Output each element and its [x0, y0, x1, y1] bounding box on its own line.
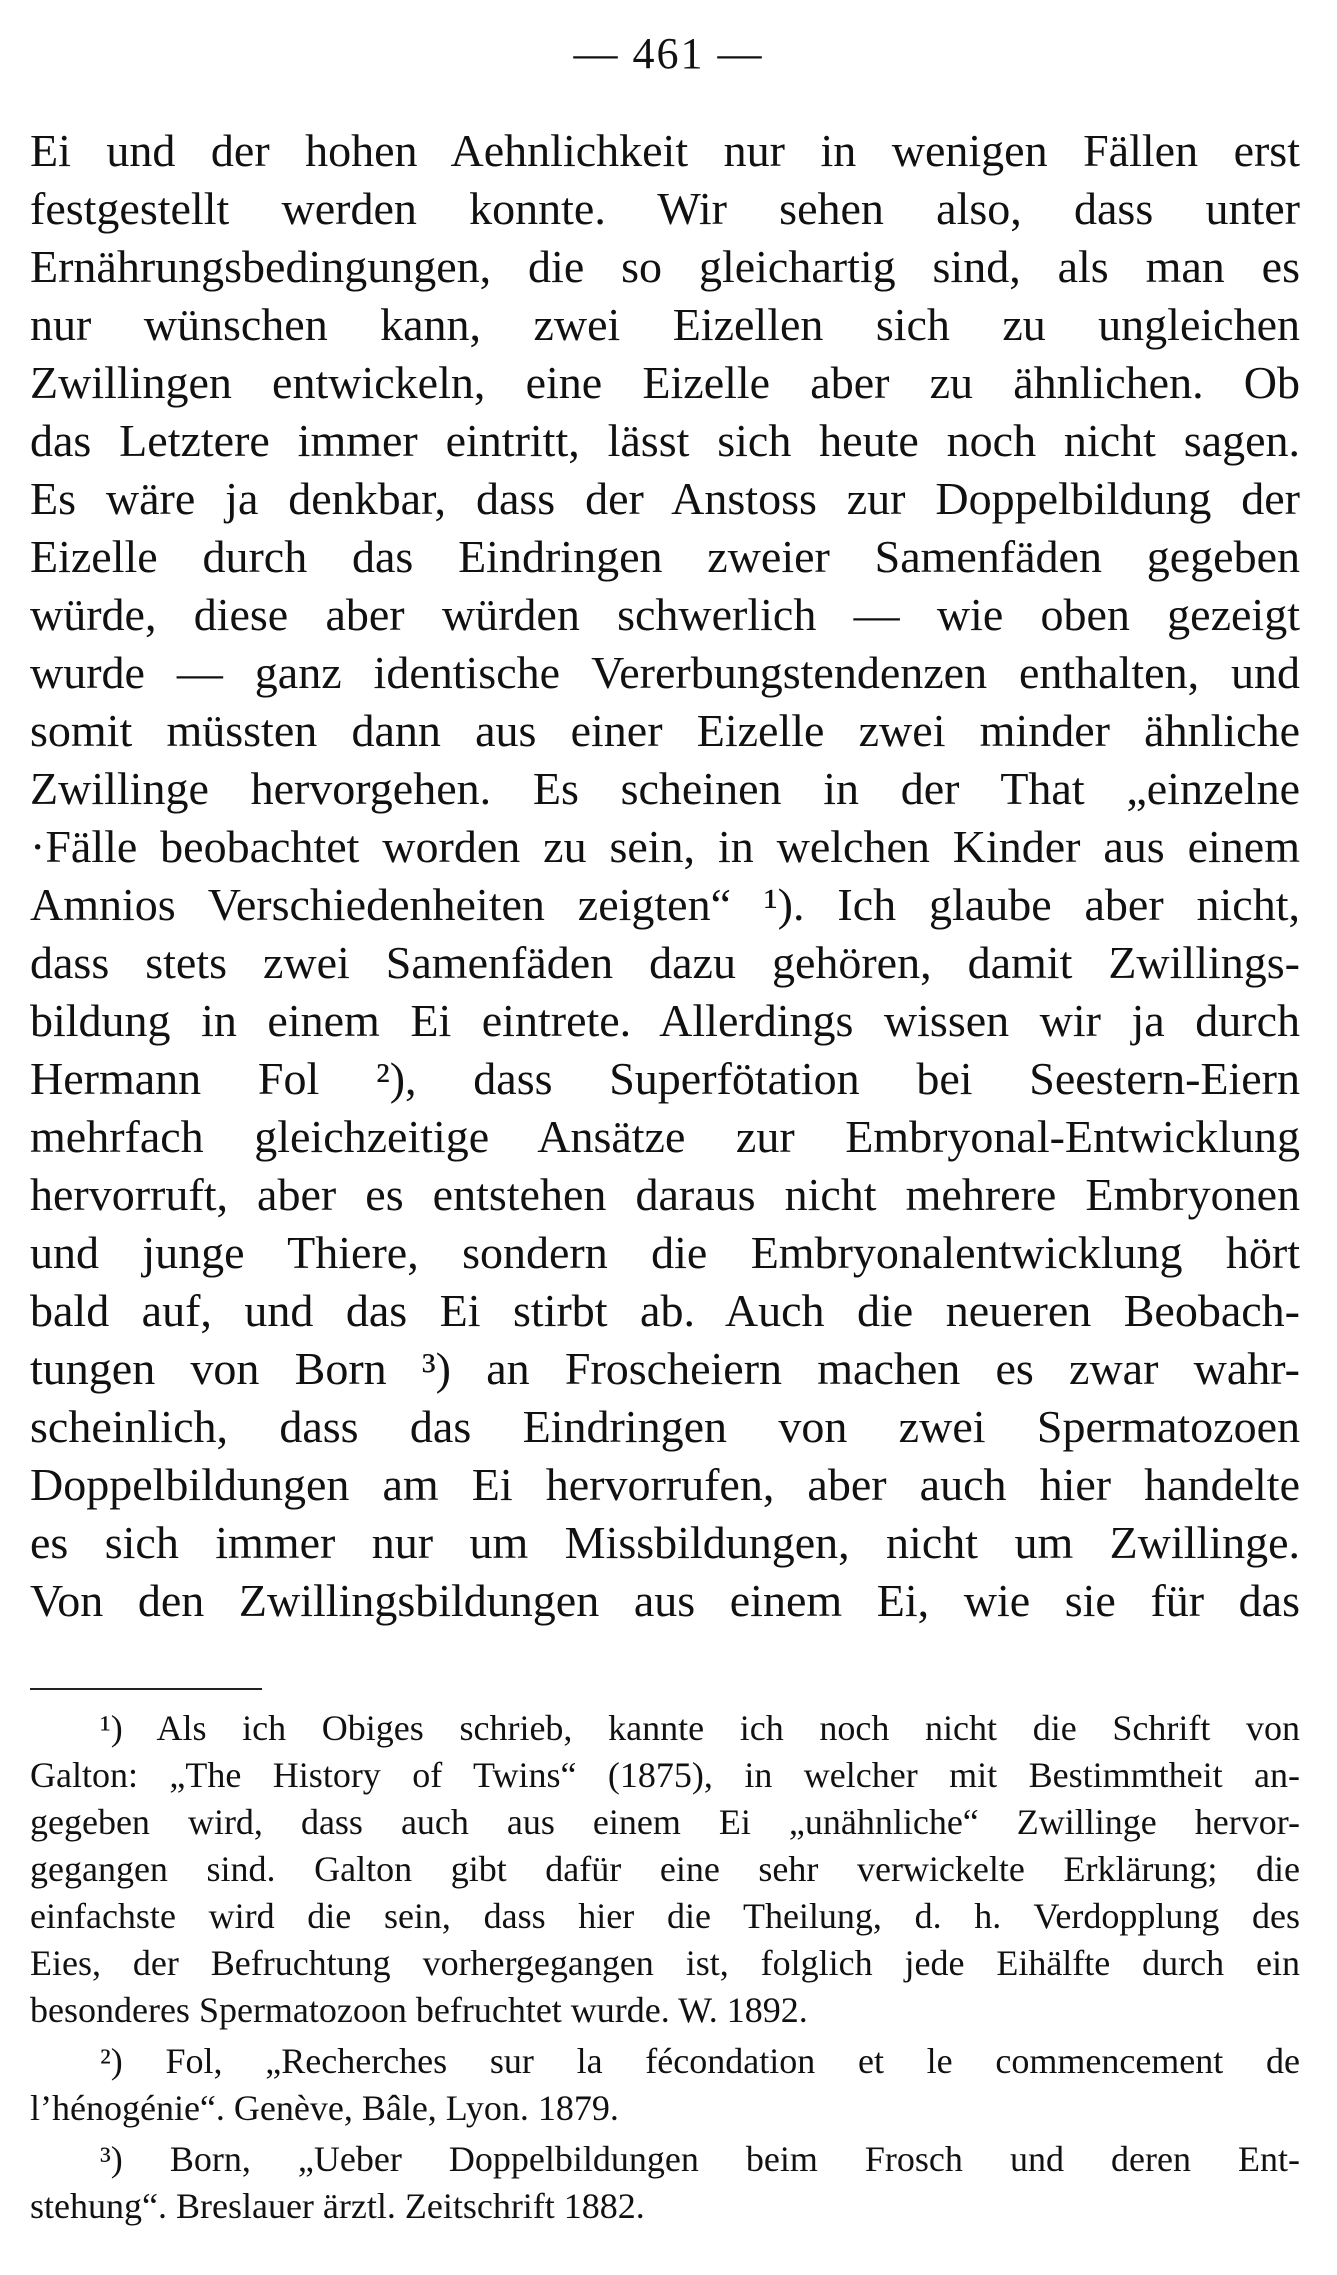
body-line: würde, diese aber würden schwerlich — wie oben gezeigt: [30, 589, 1300, 640]
footnote-line: ³) Born, „Ueber Doppelbildungen beim Frosch und deren Ent-: [100, 2139, 1300, 2179]
page-number: — 461 —: [573, 29, 764, 78]
body-line: hervorruft, aber es entstehen daraus nicht mehrere Embryonen: [30, 1169, 1300, 1220]
body-line: das Letztere immer eintritt, lässt sich heute noch nicht sagen.: [30, 415, 1300, 466]
body-line: bald auf, und das Ei stirbt ab. Auch die neueren Beobach-: [30, 1285, 1300, 1336]
body-line: nur wünschen kann, zwei Eizellen sich zu ungleichen: [30, 299, 1300, 350]
body-line: somit müssten dann aus einer Eizelle zwei minder ähnliche: [30, 705, 1300, 756]
body-line: mehrfach gleichzeitige Ansätze zur Embryonal-Entwicklung: [30, 1111, 1300, 1162]
footnote-line: besonderes Spermatozoon befruchtet wurde. W. 1892.: [30, 1990, 808, 2030]
footnote-line: ¹) Als ich Obiges schrieb, kannte ich noch nicht die Schrift von: [100, 1708, 1300, 1748]
body-line: scheinlich, dass das Eindringen von zwei Spermatozoen: [30, 1401, 1300, 1452]
body-text: [30, 122, 1300, 1630]
body-line: es sich immer nur um Missbildungen, nicht um Zwillinge.: [30, 1517, 1300, 1568]
body-line: Doppelbildungen am Ei hervorrufen, aber auch hier handelte: [30, 1459, 1300, 1510]
footnote-line: einfachste wird die sein, dass hier die Theilung, d. h. Verdopplung des: [30, 1896, 1300, 1936]
body-line: bildung in einem Ei eintrete. Allerdings wissen wir ja durch: [30, 995, 1300, 1046]
body-line: Ei und der hohen Aehnlichkeit nur in wenigen Fällen erst: [30, 125, 1300, 176]
body-line: Eizelle durch das Eindringen zweier Samenfäden gegeben: [30, 531, 1300, 582]
body-line: wurde — ganz identische Vererbungstendenzen enthalten, und: [30, 647, 1300, 698]
body-line: festgestellt werden konnte. Wir sehen also, dass unter: [30, 183, 1300, 234]
body-line: ·Fälle beobachtet worden zu sein, in welchen Kinder aus einem: [30, 821, 1300, 872]
footnote-line: l’hénogénie“. Genève, Bâle, Lyon. 1879.: [30, 2088, 619, 2128]
footnote-line: Eies, der Befruchtung vorhergegangen ist, folglich jede Eihälfte durch ein: [30, 1943, 1300, 1983]
body-line: Zwillinge hervorgehen. Es scheinen in der That „einzelne: [30, 763, 1300, 814]
body-line: Ernährungsbedingungen, die so gleichartig sind, als man es: [30, 241, 1300, 292]
footnote-line: stehung“. Breslauer ärztl. Zeitschrift 1882.: [30, 2186, 645, 2226]
body-line: Zwillingen entwickeln, eine Eizelle aber zu ähnlichen. Ob: [30, 357, 1300, 408]
footnote-line: gegangen sind. Galton gibt dafür eine sehr verwickelte Erklärung; die: [30, 1849, 1300, 1889]
body-line: Amnios Verschiedenheiten zeigten“ ¹). Ich glaube aber nicht,: [30, 879, 1300, 930]
body-line: dass stets zwei Samenfäden dazu gehören, damit Zwillings-: [30, 937, 1300, 988]
body-line: Hermann Fol ²), dass Superfötation bei Seestern-Eiern: [30, 1053, 1300, 1104]
footnote-divider: [30, 1688, 262, 1690]
body-line: tungen von Born ³) an Froscheiern machen es zwar wahr-: [30, 1343, 1300, 1394]
footnotes: [30, 1705, 1300, 2234]
body-line: Von den Zwillingsbildungen aus einem Ei, wie sie für das: [30, 1575, 1300, 1626]
footnote-line: ²) Fol, „Recherches sur la fécondation et le commencement de: [100, 2041, 1300, 2081]
body-line: Es wäre ja denkbar, dass der Anstoss zur Doppelbildung der: [30, 473, 1300, 524]
footnote-3: [30, 2136, 1300, 2230]
footnote-1: [30, 1705, 1300, 2034]
footnote-line: gegeben wird, dass auch aus einem Ei „unähnliche“ Zwillinge hervor-: [30, 1802, 1300, 1842]
footnote-2: [30, 2038, 1300, 2132]
body-line: und junge Thiere, sondern die Embryonalentwicklung hört: [30, 1227, 1300, 1278]
footnote-line: Galton: „The History of Twins“ (1875), in welcher mit Bestimmtheit an-: [30, 1755, 1300, 1795]
